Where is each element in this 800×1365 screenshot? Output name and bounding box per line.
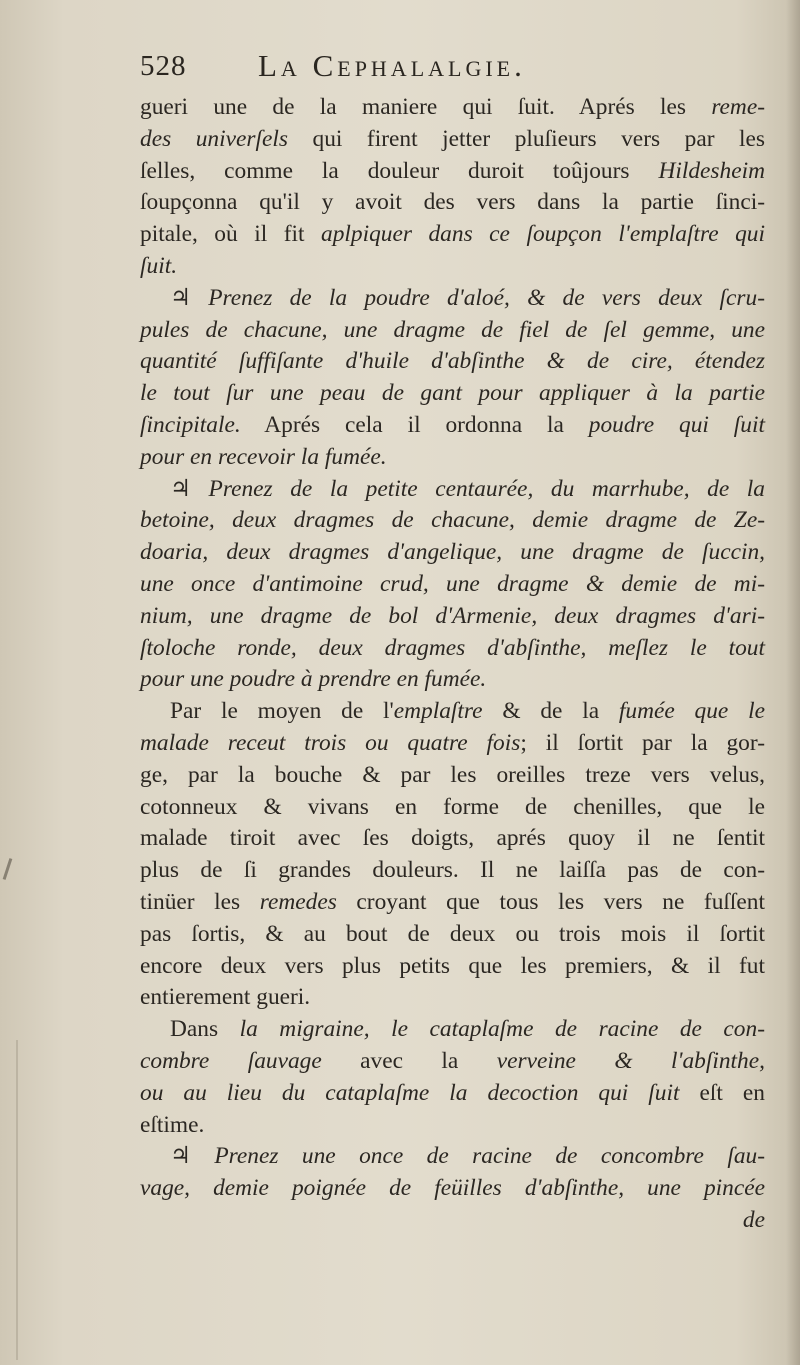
italic-run: ſtoloche ronde, deux dragmes d'abſinthe, meſlez le tout [140,634,765,661]
running-head [140,48,760,92]
roman-run: pitale, où il fit [140,221,322,248]
text-line [140,378,765,410]
italic-run: Hildesheim [658,157,765,184]
italic-run: une once d'antimoine crud, une dragme & demie de mi- [140,570,765,597]
italic-run: pour en recevoir la fumée. [140,443,387,470]
italic-run: betoine, deux dragmes de chacune, demie dragme de Ze- [140,507,765,534]
italic-run: quantité ſuffiſante d'huile d'abſinthe & de cire, étendez [140,348,765,375]
roman-run: Aprés cela il ordonna la [240,411,589,438]
italic-run: poudre qui ſuit [588,411,765,438]
italic-run: verveine & l'abſinthe, [496,1047,765,1074]
margin-mark [3,858,13,880]
text-line [140,219,765,251]
text-line [140,1141,765,1173]
italic-run: ſuit. [140,252,178,279]
roman-run: ge, par la bouche & par les oreilles treze vers velus, [140,761,765,788]
roman-run: plus de ſi grandes douleurs. Il ne laiſſa pas de con- [140,857,765,884]
roman-run: ; il ſortit par la gor- [520,729,765,756]
text-line [140,601,765,633]
text-line [140,696,765,728]
text-line [140,919,765,951]
text-line [140,505,765,537]
roman-run: ſelles, comme la douleur duroit toûjours [140,157,659,184]
text-line [140,1046,765,1078]
italic-run: remedes [259,888,337,915]
roman-run: tinüer les [140,888,260,915]
italic-run: aplpiquer dans ce ſoupçon l'emplaſtre qui [321,221,765,248]
italic-run: malade receut trois ou quatre fois [140,729,521,756]
roman-run: eſt en [679,1079,765,1106]
roman-run: eſtime. [140,1111,205,1138]
roman-run: qui firent jetter pluſieurs vers par les [287,125,766,152]
text-line [140,1205,765,1237]
page-number: 528 [140,50,187,82]
text-line [140,855,765,887]
roman-run: entierement gueri. [140,984,311,1011]
text-line [140,569,765,601]
roman-run: Dans [170,1016,240,1043]
italic-run: vage, demie poignée de feüilles d'abſinthe, une pincée [140,1175,765,1202]
text-line [140,982,765,1014]
italic-run: emplaſtre [393,698,483,725]
italic-run: la migraine, le cataplaſme de racine de con- [239,1016,765,1043]
roman-run: ſoupçonna qu'il y avoit des vers dans la partie ſinci- [140,189,765,216]
text-line [140,315,765,347]
text-line [140,1014,765,1046]
page-edge-shadow [16,1040,18,1360]
italic-run: fumée que le [618,698,766,725]
text-line [140,92,765,124]
text-line [140,537,765,569]
text-line [140,760,765,792]
italic-run: ou au lieu du cataplaſme la decoction qui ſuit [140,1079,680,1106]
text-line [140,633,765,665]
italic-run: ♃ Prenez de la petite centaurée, du marrhube, de la [170,475,765,502]
text-line [140,664,765,696]
italic-run: ♃ Prenez une once de racine de concombre ſau- [170,1143,765,1170]
text-line [140,792,765,824]
italic-run: le tout ſur une peau de gant pour appliquer à la partie [140,380,765,407]
italic-run: nium, une dragme de bol d'Armenie, deux dragmes d'ari- [140,602,765,629]
text-line [140,410,765,442]
italic-run: combre ſauvage [140,1047,322,1074]
italic-run: pules de chacune, une dragme de fiel de ſel gemme, une [140,316,765,343]
roman-run: encore deux vers plus petits que les premiers, & il fut [140,952,765,979]
text-line [140,124,765,156]
roman-run: cotonneux & vivans en forme de chenilles, que le [140,793,765,820]
roman-run: Par le moyen de l' [170,698,394,725]
text-line [140,823,765,855]
text-line [140,251,765,283]
text-line [140,951,765,983]
text-line [140,1173,765,1205]
roman-run: malade tiroit avec ſes doigts, aprés quoy il ne ſentit [140,825,765,852]
roman-run: avec la [321,1047,497,1074]
italic-run: des univerſels [140,125,288,152]
text-line [140,474,765,506]
italic-run: ♃ Prenez de la poudre d'aloé, & de vers deux ſcru- [170,284,765,311]
italic-run: pour une poudre à prendre en fumée. [140,666,487,693]
text-line [140,887,765,919]
italic-run: doaria, deux dragmes d'angelique, une dragme de ſuccin, [140,539,765,566]
roman-run: & de la [482,698,619,725]
text-line [140,1078,765,1110]
running-title: La Cephalalgie. [258,48,526,83]
italic-run: de [742,1206,765,1233]
italic-run: ſincipitale. [140,411,241,438]
text-line [140,1110,765,1142]
text-line [140,728,765,760]
roman-run: gueri une de la maniere qui ſuit. Aprés les [140,94,712,120]
italic-run: reme- [711,94,765,120]
text-line [140,156,765,188]
text-line [140,283,765,315]
body-text [140,92,765,1237]
roman-run: pas ſortis, & au bout de deux ou trois mois il ſortit [140,920,765,947]
text-line [140,346,765,378]
roman-run: croyant que tous les vers ne fuſſent [336,888,765,915]
text-line [140,187,765,219]
text-line [140,442,765,474]
